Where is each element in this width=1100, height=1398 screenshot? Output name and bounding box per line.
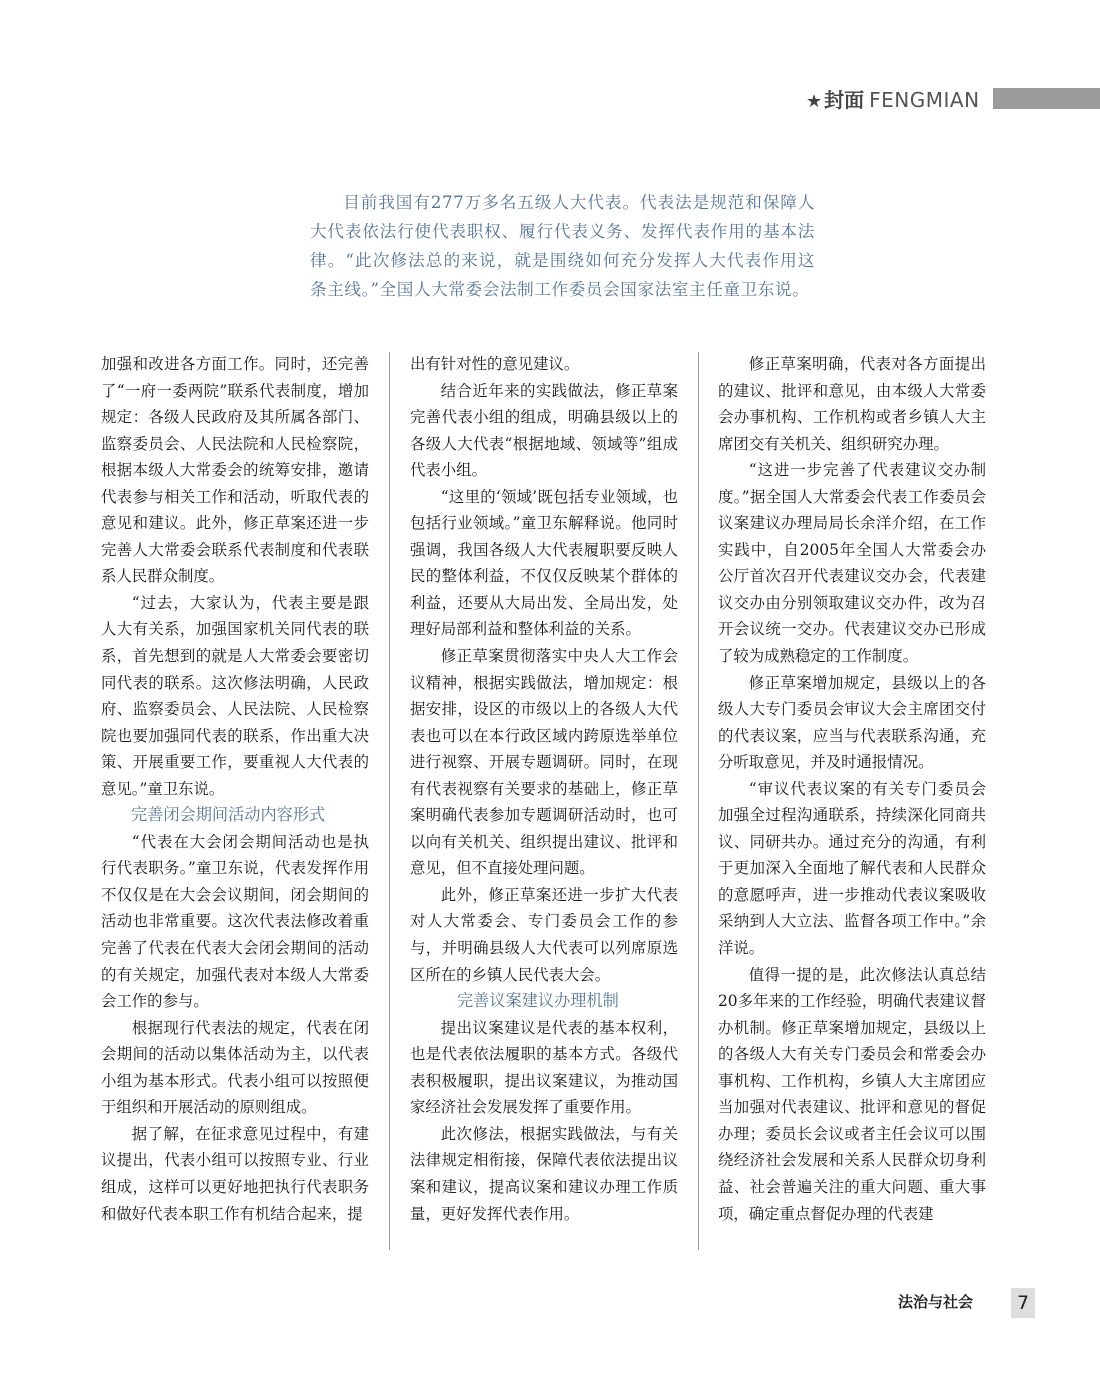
article-paragraph: 出有针对性的意见建议。	[410, 355, 580, 373]
article-paragraph: “过去，大家认为，代表主要是跟人大有关系，加强国家机关同代表的联系，首先想到的就是人大常委会要密切同代表的联系。这次修法明确，人民政府、监察委员会、人民法院、人民检察院也要加强同代表的联系，作出重大决策、开展重要工作，要重视人大代表的意见。”童卫东说。	[101, 593, 369, 798]
article-column-3	[718, 351, 986, 1227]
page-number: 7	[1011, 1288, 1035, 1318]
article-paragraph: 修正草案增加规定，县级以上的各级人大专门委员会审议大会主席团交付的代表议案，应当与代表联系沟通，充分听取意见，并及时通报情况。	[718, 673, 986, 772]
section-subheading: 完善议案建议办理机制	[457, 991, 619, 1011]
article-paragraph: 此外，修正草案还进一步扩大代表对人大常委会、专门委员会工作的参与，并明确县级人大代表可以列席原选区所在的乡镇人民代表大会。	[410, 885, 678, 984]
article-paragraph: 据了解，在征求意见过程中，有建议提出，代表小组可以按照专业、行业组成，这样可以更好地把执行代表职务和做好代表本职工作有机结合起来，提	[101, 1124, 369, 1223]
article-paragraph: 结合近年来的实践做法，修正草案完善代表小组的组成，明确县级以上的各级人大代表“根据地域、领域等”组成代表小组。	[410, 381, 678, 480]
article-paragraph: 此次修法，根据实践做法，与有关法律规定相衔接，保障代表依法提出议案和建议，提高议案和建议办理工作质量，更好发挥代表作用。	[410, 1124, 678, 1223]
section-tag	[806, 88, 980, 114]
magazine-name: 法治与社会	[898, 1293, 974, 1311]
column-divider	[389, 352, 390, 1250]
article-paragraph: 提出议案建议是代表的基本权利，也是代表依法履职的基本方式。各级代表积极履职，提出议案建议，为推动国家经济社会发展发挥了重要作用。	[410, 1018, 678, 1117]
article-paragraph: “这进一步完善了代表建议交办制度。”据全国人大常委会代表工作委员会议案建议办理局局长余洋介绍，在工作实践中，自2005年全国人大常委会办公厅首次召开代表建议交办会，代表建议交办由分别领取建议交办件，改为召开会议统一交办。代表建议交办已形成了较为成熟稳定的工作制度。	[718, 461, 986, 666]
article-paragraph: “这里的‘领域’既包括专业领域，也包括行业领域。”童卫东解释说。他同时强调，我国各级人大代表履职要反映人民的整体利益，不仅仅反映某个群体的利益，还要从大局出发、全局出发，处理好局部利益和整体利益的关系。	[410, 487, 678, 639]
article-paragraph: 修正草案明确，代表对各方面提出的建议、批评和意见，由本级人大常委会办事机构、工作机构或者乡镇人大主席团交有关机关、组织研究办理。	[718, 355, 986, 453]
section-header-bar	[993, 88, 1100, 109]
star-icon: ★	[806, 91, 823, 112]
article-paragraph: 根据现行代表法的规定，代表在闭会期间的活动以集体活动为主，以代表小组为基本形式。代表小组可以按照便于组织和开展活动的原则组成。	[101, 1018, 369, 1117]
section-subheading: 完善闭会期间活动内容形式	[131, 805, 326, 825]
article-column-1	[101, 351, 369, 1227]
article-paragraph: 值得一提的是，此次修法认真总结20多年来的工作经验，明确代表建议督办机制。修正草案增加规定，县级以上的各级人大有关专门委员会和常委会办事机构、工作机构，乡镇人大主席团应当加强对代表建议、批评和意见的督促办理；委员长会议或者主任会议可以围绕经济社会发展和关系人民群众切身利益、社会普遍关注的重大问题、重大事项，确定重点督促办理的代表建	[718, 965, 986, 1223]
article-paragraph: 加强和改进各方面工作。同时，还完善了“一府一委两院”联系代表制度，增加规定：各级人民政府及其所属各部门、监察委员会、人民法院和人民检察院，根据本级人大常委会的统筹安排，邀请代表参与相关工作和活动，听取代表的意见和建议。此外，修正草案还进一步完善人大常委会联系代表制度和代表联系人民群众制度。	[101, 355, 369, 586]
article-paragraph: “审议代表议案的有关专门委员会加强全过程沟通联系，持续深化同商共议、同研共办。通过充分的沟通，有利于更加深入全面地了解代表和人民群众的意愿呼声，进一步推动代表议案吸收采纳到人大立法、监督各项工作中。”余洋说。	[718, 779, 986, 958]
article-paragraph: “代表在大会闭会期间活动也是执行代表职务。”童卫东说，代表发挥作用不仅仅是在大会会议期间，闭会期间的活动也非常重要。这次代表法修改着重完善了代表在代表大会闭会期间的活动的有关规定，加强代表对本级人大常委会工作的参与。	[101, 832, 369, 1011]
lede-text: 目前我国有277万多名五级人大代表。代表法是规范和保障人大代表依法行使代表职权、履行代表义务、发挥代表作用的基本法律。“此次修法总的来说，就是围绕如何充分发挥人大代表作用这条主线。”全国人大常委会法制工作委员会国家法室主任童卫东说。	[310, 193, 815, 299]
article-paragraph: 修正草案贯彻落实中央人大工作会议精神，根据实践做法，增加规定：根据安排，设区的市级以上的各级人大代表也可以在本行政区域内跨原选举单位进行视察、开展专题调研。同时，在现有代表视察有关要求的基础上，修正草案明确代表参加专题调研活动时，也可以向有关机关、组织提出建议、批评和意见，但不直接处理问题。	[410, 647, 678, 878]
section-title-en: FENGMIAN	[869, 88, 980, 112]
article-column-2	[410, 351, 678, 1227]
lede-paragraph	[310, 188, 815, 304]
section-title-cn: 封面	[824, 88, 865, 112]
column-divider	[698, 352, 699, 1250]
